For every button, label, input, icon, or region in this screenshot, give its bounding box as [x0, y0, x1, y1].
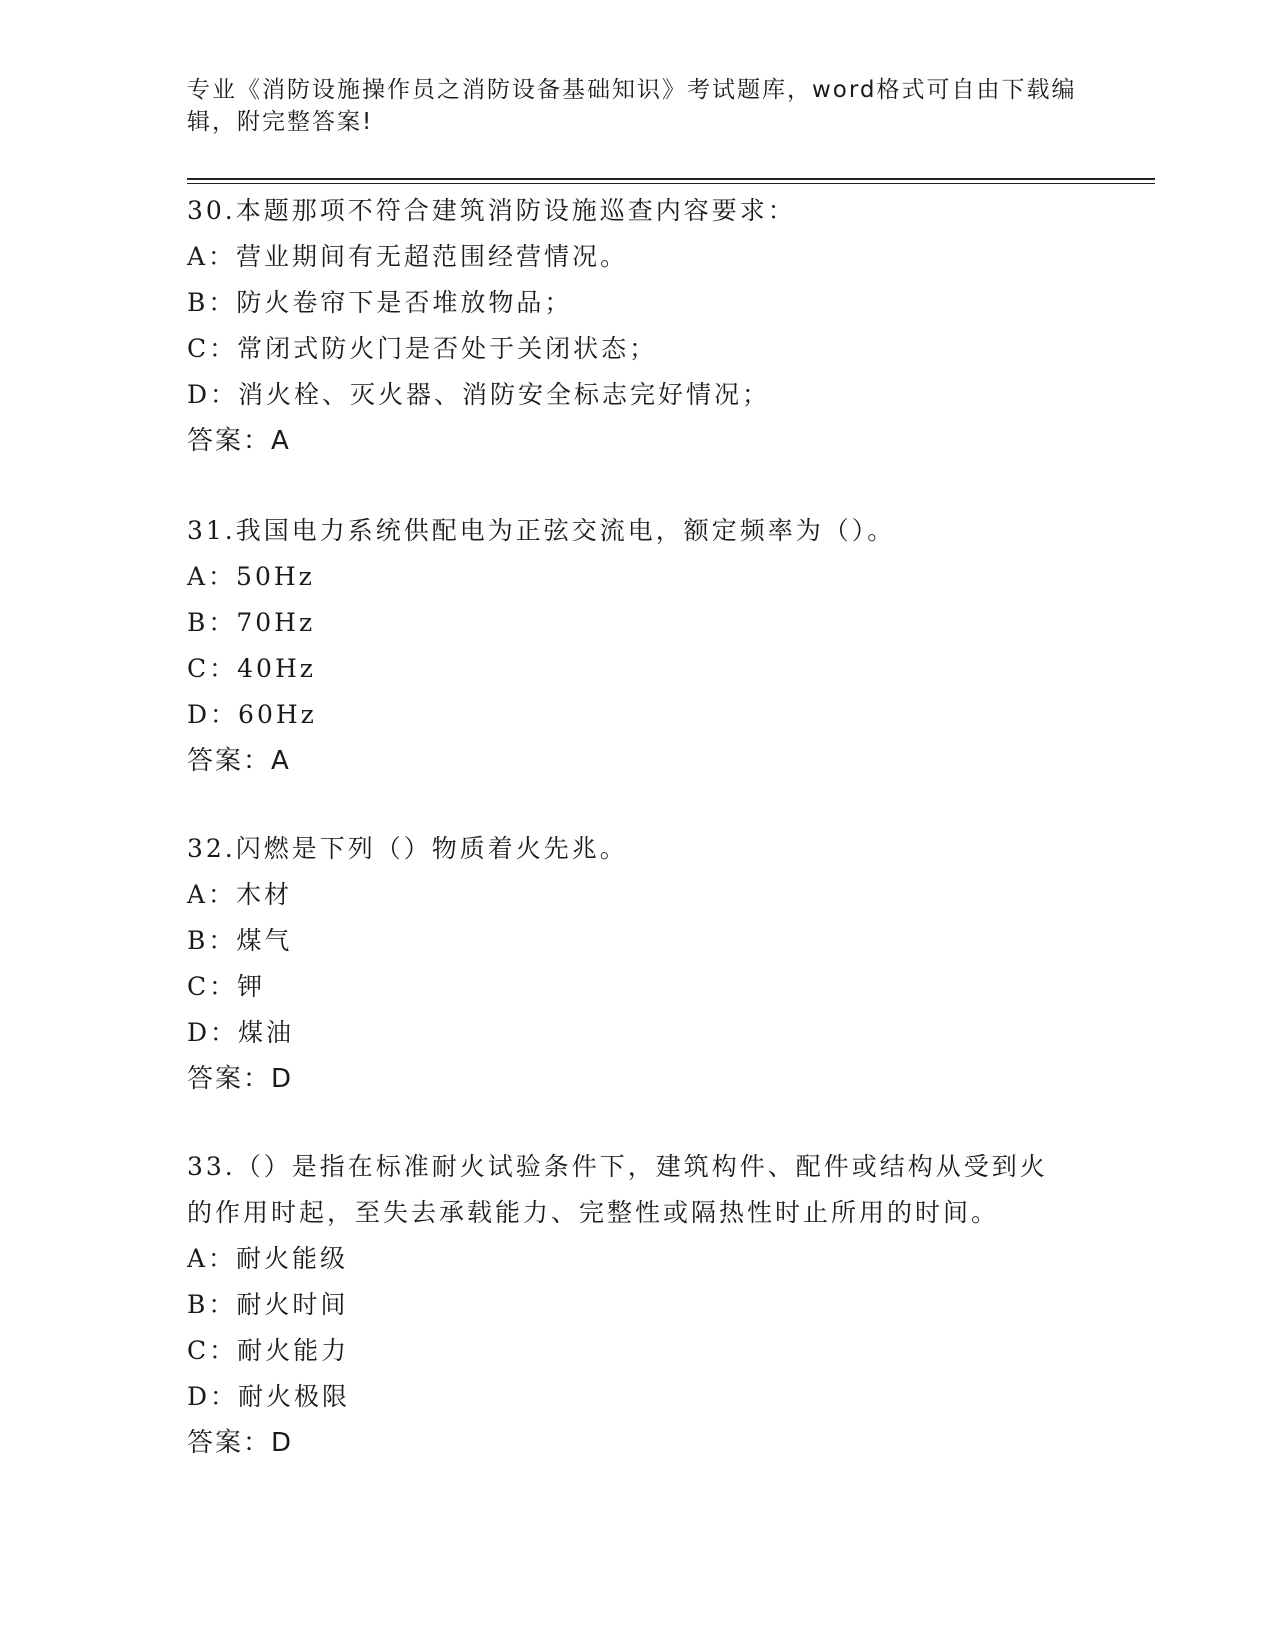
- option-c: C：常闭式防火门是否处于关闭状态；: [187, 334, 658, 363]
- question-stem: 32.闪燃是下列（）物质着火先兆。: [187, 834, 628, 863]
- option-c: C：钾: [187, 972, 266, 1001]
- option-a: A：木材: [187, 880, 293, 909]
- header-line-2: 辑，附完整答案!: [187, 109, 374, 135]
- option-c: C：耐火能力: [187, 1336, 350, 1365]
- question-stem: 31.我国电力系统供配电为正弦交流电，额定频率为（）。: [187, 516, 896, 545]
- question-stem: 30.本题那项不符合建筑消防设施巡查内容要求：: [187, 196, 796, 225]
- document-header: [187, 74, 1087, 138]
- option-a: A：营业期间有无超范围经营情况。: [187, 242, 629, 271]
- option-c: C：40Hz: [187, 654, 316, 683]
- option-b: B：煤气: [187, 926, 293, 955]
- answer-label: 答案：A: [187, 746, 291, 776]
- option-b: B：防火卷帘下是否堆放物品；: [187, 288, 573, 317]
- question-stem-line-1: 33.（）是指在标准耐火试验条件下，建筑构件、配件或结构从受到火: [187, 1152, 1048, 1181]
- option-d: D：耐火极限: [187, 1382, 351, 1411]
- option-a: A：耐火能级: [187, 1244, 349, 1273]
- answer-label: 答案：D: [187, 1064, 294, 1094]
- question-32: [187, 826, 1087, 1102]
- header-line-1: 专业《消防设施操作员之消防设备基础知识》考试题库，word格式可自由下载编: [187, 77, 1077, 103]
- header-divider-thin: [187, 183, 1155, 184]
- question-stem-line-2: 的作用时起，至失去承载能力、完整性或隔热性时止所用的时间。: [187, 1198, 1000, 1227]
- option-d: D：煤油: [187, 1018, 295, 1047]
- header-divider-thick: [187, 178, 1155, 180]
- question-31: [187, 508, 1087, 784]
- question-30: [187, 188, 1087, 464]
- option-a: A：50Hz: [187, 562, 315, 591]
- option-b: B：70Hz: [187, 608, 316, 637]
- answer-label: 答案：D: [187, 1428, 294, 1458]
- option-d: D：60Hz: [187, 700, 317, 729]
- option-b: B：耐火时间: [187, 1290, 349, 1319]
- answer-label: 答案：A: [187, 426, 291, 456]
- question-33: [187, 1144, 1087, 1466]
- option-d: D：消火栓、灭火器、消防安全标志完好情况；: [187, 380, 771, 409]
